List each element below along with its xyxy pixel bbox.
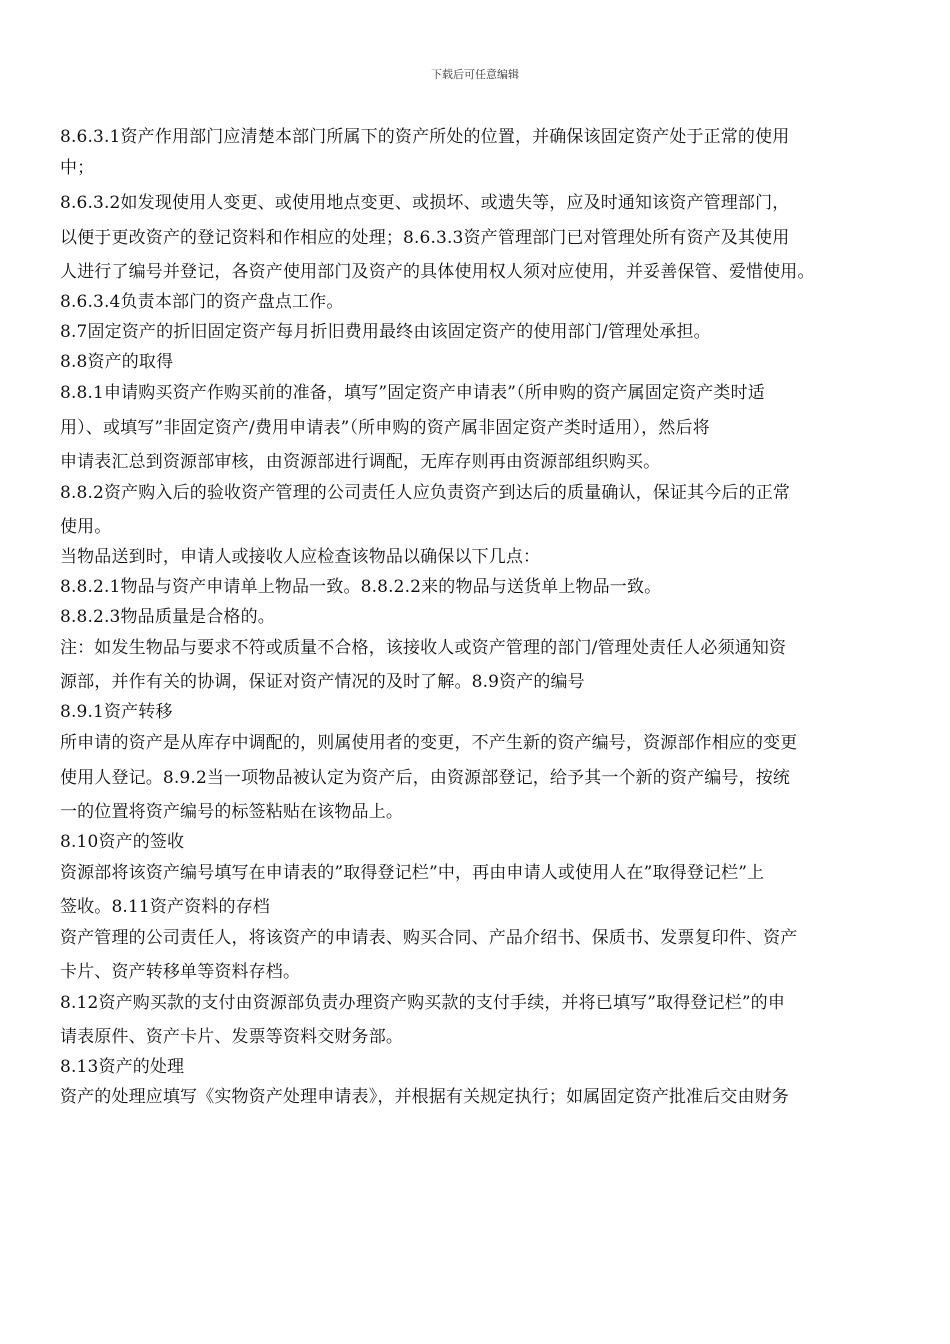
paragraph-line: 当物品送到时，申请人或接收人应检查该物品以确保以下几点： <box>60 547 541 567</box>
paragraph-line: 中； <box>60 158 95 178</box>
section-heading: 8.8资产的取得 <box>60 352 174 372</box>
paragraph-line: 请表原件、资产卡片、发票等资料交财务部。 <box>60 1027 403 1047</box>
paragraph-line: 使用。 <box>60 517 112 537</box>
paragraph-line: 8.7固定资产的折旧固定资产每月折旧费用最终由该固定资产的使用部门/管理处承担。 <box>60 322 711 342</box>
section-heading: 8.10资产的签收 <box>60 832 185 852</box>
paragraph-line: 8.6.3.4负责本部门的资产盘点工作。 <box>60 292 344 312</box>
paragraph-line: 用）、或填写”非固定资产/费用申请表”（所申购的资产属非固定资产类时适用），然后将 <box>60 418 710 438</box>
paragraph-line: 资源部将该资产编号填写在申请表的”取得登记栏”中，再由申请人或使用人在”取得登记栏”上 <box>60 863 765 883</box>
paragraph-line: 使用人登记。8.9.2当一项物品被认定为资产后，由资源部登记，给予其一个新的资产编号，按统 <box>60 768 791 788</box>
paragraph-line: 源部，并作有关的协调，保证对资产情况的及时了解。8.9资产的编号 <box>60 672 585 692</box>
document-body <box>60 122 900 1112</box>
paragraph-line: 所申请的资产是从库存中调配的，则属使用者的变更，不产生新的资产编号，资源部作相应的变更 <box>60 733 798 753</box>
page-header: 下载后可任意编辑 <box>431 68 519 81</box>
paragraph-line: 一的位置将资产编号的标签粘贴在该物品上。 <box>60 802 403 822</box>
paragraph-line: 8.8.2.3物品质量是合格的。 <box>60 607 275 627</box>
paragraph-line: 8.8.2.1物品与资产申请单上物品一致。8.8.2.2来的物品与送货单上物品一致。 <box>60 577 662 597</box>
paragraph-line: 以便于更改资产的登记资料和作相应的处理；8.6.3.3资产管理部门已对管理处所有资产及其使用 <box>60 228 790 248</box>
paragraph-line: 8.12资产购买款的支付由资源部负责办理资产购买款的支付手续，并将已填写”取得登记栏”的申 <box>60 993 785 1013</box>
paragraph-line: 卡片、资产转移单等资料存档。 <box>60 962 301 982</box>
section-heading: 8.13资产的处理 <box>60 1057 185 1077</box>
paragraph-line: 8.6.3.1资产作用部门应清楚本部门所属下的资产所处的位置，并确保该固定资产处于正常的使用 <box>60 127 790 147</box>
paragraph-line: 人进行了编号并登记，各资产使用部门及资产的具体使用权人须对应使用，并妥善保管、爱惜使用。 <box>60 262 815 282</box>
paragraph-line: 资产的处理应填写《实物资产处理申请表》，并根据有关规定执行；如属固定资产批准后交由财务 <box>60 1087 789 1107</box>
paragraph-line: 8.8.1申请购买资产作购买前的准备，填写”固定资产申请表”（所申购的资产属固定资产类时适 <box>60 383 765 403</box>
paragraph-line: 资产管理的公司责任人，将该资产的申请表、购买合同、产品介绍书、保质书、发票复印件、资产 <box>60 928 798 948</box>
paragraph-line: 8.6.3.2如发现使用人变更、或使用地点变更、或损坏、或遗失等，应及时通知该资产管理部门， <box>60 193 790 213</box>
paragraph-line: 申请表汇总到资源部审核，由资源部进行调配，无库存则再由资源部组织购买。 <box>60 452 661 472</box>
paragraph-line: 8.8.2资产购入后的验收资产管理的公司责任人应负责资产到达后的质量确认，保证其今后的正常 <box>60 483 791 503</box>
paragraph-line: 注：如发生物品与要求不符或质量不合格，该接收人或资产管理的部门/管理处责任人必须通知资 <box>60 638 787 658</box>
paragraph-line: 签收。8.11资产资料的存档 <box>60 897 270 917</box>
section-heading: 8.9.1资产转移 <box>60 702 173 722</box>
